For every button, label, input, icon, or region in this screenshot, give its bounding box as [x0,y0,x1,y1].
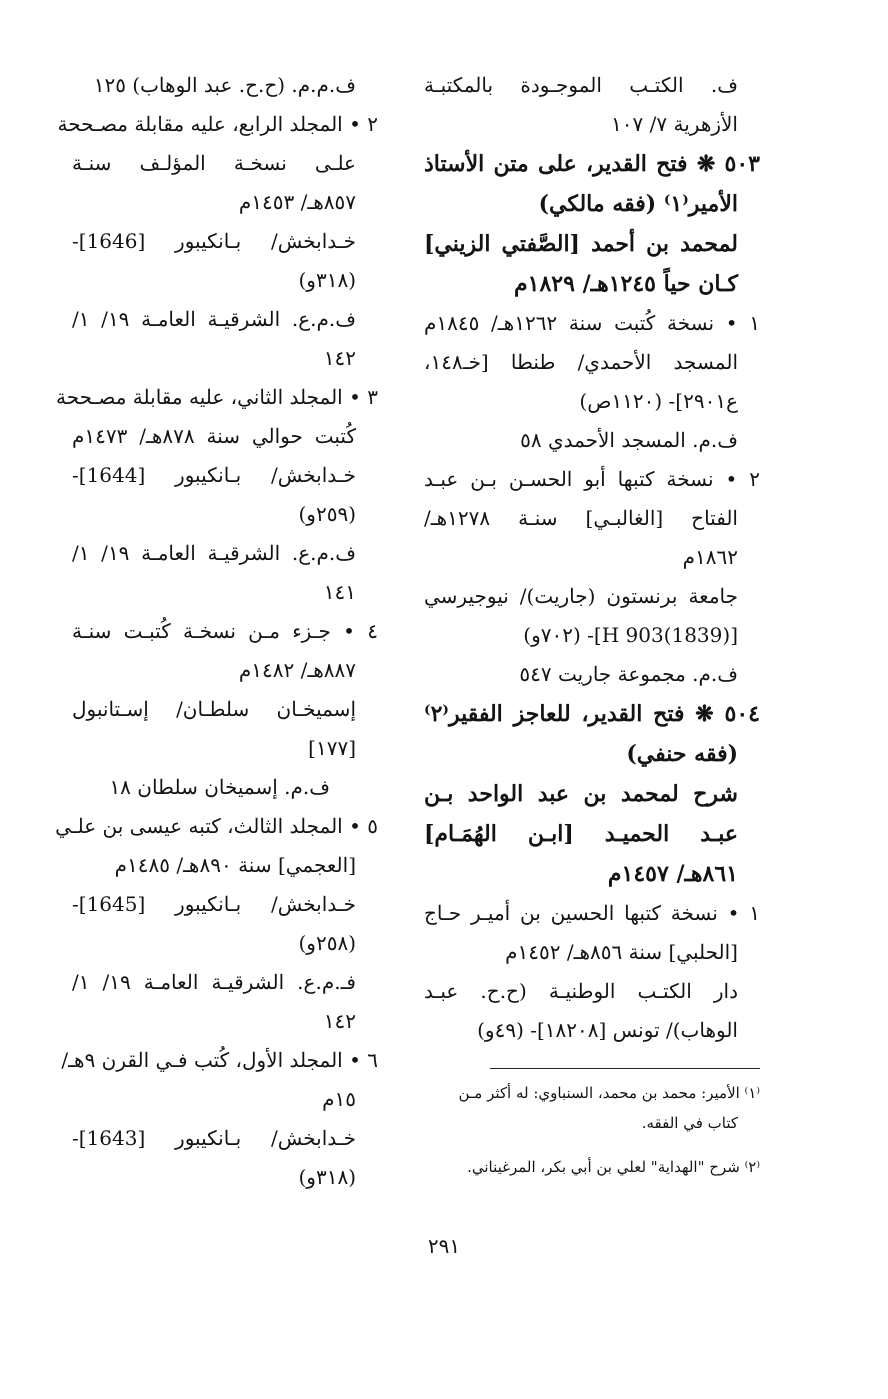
left-column-line: ٤ • جـزء مـن نسخـة كُتبـت سنـة [72,619,378,643]
left-column-line: [العجمي] سنة ٨٩٠هـ/ ١٤٨٥م [114,853,356,877]
right-column-line: ف.م. المسجد الأحمدي ٥٨ [520,428,738,452]
right-column-line: الأمير⁽١⁾ (فقه مالكي) [538,191,738,217]
left-column-line: ف.م. إسميخان سلطان ١٨ [109,775,330,799]
left-column-line: خـدابخش/ بـانكيبور [1643]- [72,1126,356,1150]
left-column-line: خـدابخش/ بـانكيبور [1645]- [72,892,356,916]
right-column-line: كـان حياً ١٢٤٥هـ/ ١٨٢٩م [514,271,738,297]
left-column-line: ٨٨٧هـ/ ١٤٨٢م [238,658,356,682]
right-column-line: ف. الكتـب الموجـودة بالمكتبـة [424,73,738,97]
right-column-line: ٥٠٤ ❋ فتح القدير، للعاجز الفقير⁽٢⁾ [424,701,760,727]
right-column-line: [H 903(1839)]- (٧٠٢و) [523,623,738,647]
left-column-line: ف.م.ع. الشرقيـة العامـة ١٩/ ١/ [72,307,356,331]
right-column-line: ٥٠٣ ❋ فتح القدير، على متن الأستاذ [424,151,760,177]
right-column-line: ف.م. مجموعة جاريت ٥٤٧ [519,662,738,686]
right-column-line: شرح لمحمد بن عبد الواحد بـن [424,781,738,807]
left-column-line: (٢٥٩و) [298,502,356,526]
right-column-line: ١ • نسخة كُتبت سنة ١٢٦٢هـ/ ١٨٤٥م [424,311,760,335]
right-column-line: [الحلبي] سنة ٨٥٦هـ/ ١٤٥٢م [505,940,738,964]
left-column-line: ٦ • المجلد الأول، كُتب فـي القرن ٩هـ/ [61,1048,378,1072]
left-column-line: [١٧٧] [308,736,356,760]
right-column-line: المسجد الأحمدي/ طنطا [خـ١٤٨، [424,350,738,374]
left-column-line: علـى نسخـة المؤلـف سنـة [72,151,356,175]
left-column-line: فـ.م.ع. الشرقيـة العامـة ١٩/ ١/ [72,970,356,994]
left-column-line: ف.م.ع. الشرقيـة العامـة ١٩/ ١/ [72,541,356,565]
left-column-line: كُتبت حوالي سنة ٨٧٨هـ/ ١٤٧٣م [72,424,356,448]
left-column-line: (٣١٨و) [298,1165,356,1189]
right-column [424,66,760,1050]
footnote-1-line-2: كتاب في الفقه. [641,1114,738,1132]
left-column-line: ٨٥٧هـ/ ١٤٥٣م [238,190,356,214]
left-column-line: ٥ • المجلد الثالث، كتبه عيسى بن علـي [55,814,378,838]
right-column-line: ٨٦١هـ/ ١٤٥٧م [607,861,738,887]
left-column-line: خـدابخش/ بـانكيبور [1644]- [72,463,356,487]
left-column-line: (٣١٨و) [298,268,356,292]
right-column-line: ع٢٩٠١]- (١١٢٠ص) [579,389,738,413]
left-column-line: ٢ • المجلد الرابع، عليه مقابلة مصـححة [57,112,378,136]
footnote-2 [460,1152,760,1182]
left-column-line: ١٤٢ [323,346,356,370]
right-column-line: دار الكتـب الوطنيـة (ح.ح. عبـد [424,979,738,1003]
right-column-line: الفتاح [الغالبـي] سنـة ١٢٧٨هـ/ [424,506,738,530]
footnote-1-line-1: ⁽١⁾ الأمير: محمد بن محمد، السنباوي: له أكثر مـن [458,1084,760,1102]
right-column-line: ١ • نسخة كتبها الحسين بن أميـر حـاج [424,901,760,925]
left-column-line: إسميخـان سلطـان/ إسـتانبول [72,697,356,721]
left-column-line: ٣ • المجلد الثاني، عليه مقابلة مصـححة [55,385,378,409]
left-column-line: خـدابخش/ بـانكيبور [1646]- [72,229,356,253]
right-column-line: جامعة برنستون (جاريت)/ نيوجيرسي [424,584,738,608]
right-column-line: (فقه حنفي) [626,741,738,767]
right-column-line: الأزهرية ٧/ ١٠٧ [611,112,738,136]
left-column-line: ١٤٢ [323,1009,356,1033]
right-column-line: ١٨٦٢م [682,545,738,569]
page-number: ٢٩١ [427,1234,461,1258]
right-column-line: ٢ • نسخة كتبها أبو الحسـن بـن عبـد [424,467,760,491]
left-column-line: ١٤١ [323,580,356,604]
left-column-line: (٢٥٨و) [298,931,356,955]
footnote-2-line: ⁽٢⁾ شرح "الهداية" لعلي بن أبي بكر، المرغيناني. [467,1158,760,1176]
footnote-1 [460,1078,760,1138]
footnote-separator [490,1068,760,1069]
left-column [55,66,378,1197]
left-column-line: ف.م.م. (ح.ح. عبد الوهاب) ١٢٥ [93,73,356,97]
right-column-line: الوهاب)/ تونس [١٨٢٠٨]- (٤٩و) [477,1018,738,1042]
left-column-line: ١٥م [322,1087,356,1111]
right-column-line: عبـد الحميـد [ابـن الهُمَـام] [424,821,738,847]
right-column-line: لمحمد بن أحمد [الصَّفتي الزيني] [424,231,738,257]
